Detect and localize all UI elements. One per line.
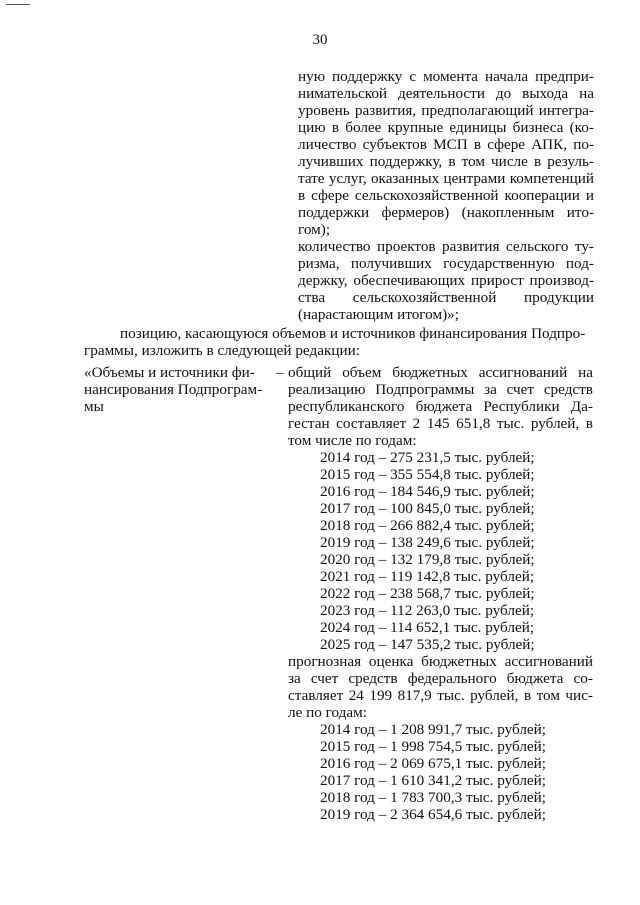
year-amount-line: 2018 год – 266 882,4 тыс. рублей; <box>320 517 535 534</box>
text-line: держку, обеспечивающих прирост производ- <box>298 272 594 289</box>
text-line: том числе по годам: <box>288 432 417 449</box>
text-line: гестан составляет 2 145 651,8 тыс. рублей, в <box>288 415 593 432</box>
text-line: ставляет 24 199 817,9 тыс. рублей, в том чис- <box>288 687 593 704</box>
financing-description <box>288 364 593 823</box>
text-line: личество субъектов МСП в сфере АПК, по- <box>298 136 594 153</box>
year-amount-line: 2015 год – 355 554,8 тыс. рублей; <box>320 466 535 483</box>
intro-paragraph <box>84 325 596 359</box>
text-line: республиканского бюджета Республики Да- <box>288 398 593 415</box>
year-amount-line: 2014 год – 275 231,5 тыс. рублей; <box>320 449 535 466</box>
text-line: общий объем бюджетных ассигнований на <box>288 364 593 381</box>
dash-separator: – <box>276 364 284 381</box>
year-amount-line: 2023 год – 112 263,0 тыс. рублей; <box>320 602 535 619</box>
year-amount-line: 2014 год – 1 208 991,7 тыс. рублей; <box>320 721 547 738</box>
year-amount-line: 2017 год – 1 610 341,2 тыс. рублей; <box>320 772 547 789</box>
position-label <box>84 364 274 415</box>
year-amount-line: 2017 год – 100 845,0 тыс. рублей; <box>320 500 535 517</box>
text-line: (нарастающим итогом)»; <box>298 306 459 323</box>
scan-edge-mark <box>6 4 30 5</box>
year-amount-line: 2019 год – 138 249,6 тыс. рублей; <box>320 534 535 551</box>
text-line: поддержки фермеров) (накопленным ито- <box>298 204 594 221</box>
text-line: цию в более крупные единицы бизнеса (ко- <box>298 119 594 136</box>
text-line: гом); <box>298 221 331 238</box>
text-line: уровень развития, предполагающий интегра- <box>298 102 594 119</box>
text-line: количество проектов развития сельского ту- <box>298 238 594 255</box>
text-line: прогнозная оценка бюджетных ассигнований <box>288 653 593 670</box>
text-line: ризма, получивших государственную под- <box>298 255 594 272</box>
text-line: реализацию Подпрограммы за счет средств <box>288 381 593 398</box>
year-amount-line: 2020 год – 132 179,8 тыс. рублей; <box>320 551 535 568</box>
year-amount-line: 2019 год – 2 364 654,6 тыс. рублей; <box>320 806 547 823</box>
text-line: мы <box>84 398 104 415</box>
text-line: ную поддержку с момента начала предпри- <box>298 68 594 85</box>
text-line: позицию, касающуюся объемов и источников финансирования Подпро- <box>120 325 586 342</box>
continued-paragraph <box>298 68 594 323</box>
year-amount-line: 2016 год – 2 069 675,1 тыс. рублей; <box>320 755 547 772</box>
text-line: «Объемы и источники фи- <box>84 364 255 381</box>
text-line: граммы, изложить в следующей редакции: <box>84 342 360 359</box>
page-number: 30 <box>312 32 328 48</box>
year-amount-line: 2021 год – 119 142,8 тыс. рублей; <box>320 568 535 585</box>
year-amount-line: 2025 год – 147 535,2 тыс. рублей; <box>320 636 535 653</box>
text-line: нансирования Подпрограм- <box>84 381 263 398</box>
text-line: тате услуг, оказанных центрами компетенций <box>298 170 594 187</box>
year-amount-line: 2015 год – 1 998 754,5 тыс. рублей; <box>320 738 547 755</box>
text-line: за счет средств федерального бюджета со- <box>288 670 593 687</box>
year-amount-line: 2018 год – 1 783 700,3 тыс. рублей; <box>320 789 547 806</box>
text-line: ле по годам: <box>288 704 367 721</box>
year-amount-line: 2024 год – 114 652,1 тыс. рублей; <box>320 619 535 636</box>
text-line: ства сельскохозяйственной продукции <box>298 289 594 306</box>
text-line: в сфере сельскохозяйственной кооперации и <box>298 187 594 204</box>
year-amount-line: 2022 год – 238 568,7 тыс. рублей; <box>320 585 535 602</box>
text-line: лучивших поддержку, в том числе в резуль- <box>298 153 594 170</box>
year-amount-line: 2016 год – 184 546,9 тыс. рублей; <box>320 483 535 500</box>
text-line: нимательской деятельности до выхода на <box>298 85 594 102</box>
